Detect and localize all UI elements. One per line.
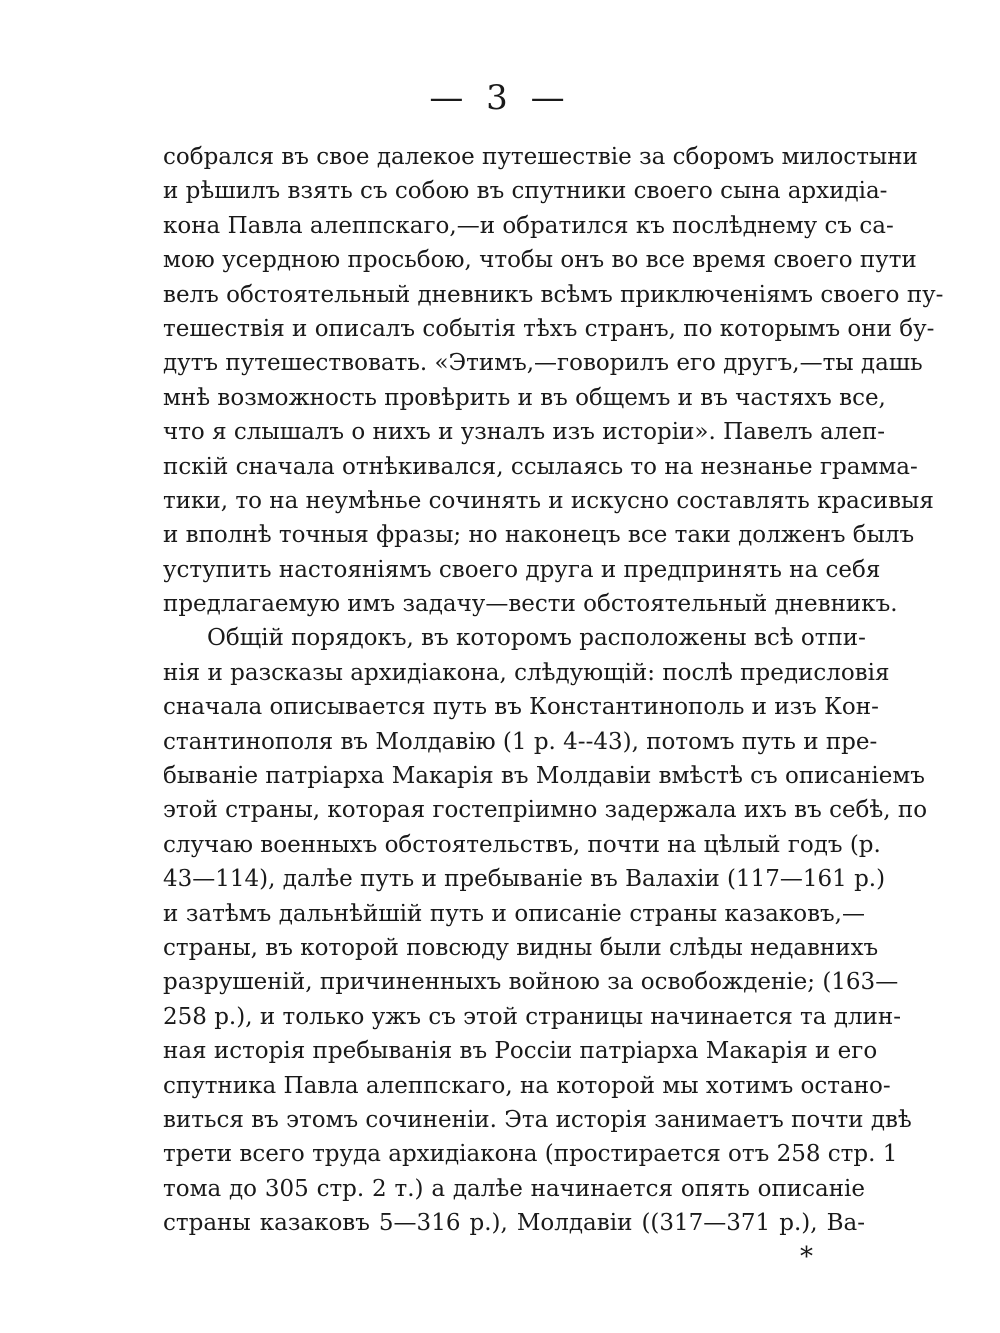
- text-line: виться въ этомъ сочиненіи. Эта исторія занимаетъ почти двѣ: [163, 1106, 912, 1133]
- text-line: спутника Павла алеппскаго, на которой мы хотимъ остано-: [163, 1072, 891, 1099]
- text-line: случаю военныхъ обстоятельствъ, почти на цѣлый годъ (р.: [163, 831, 881, 858]
- page-number: — 3 —: [429, 78, 571, 118]
- paragraph-1: [163, 140, 944, 621]
- text-line: и затѣмъ дальнѣйшій путь и описаніе страны казаковъ,—: [163, 900, 865, 927]
- signature-mark: *: [800, 1242, 813, 1272]
- text-line: страны, въ которой повсюду видны были слѣды недавнихъ: [163, 934, 879, 961]
- body-text: [163, 140, 944, 1241]
- text-line: бываніе патріарха Макарія въ Молдавіи вмѣстѣ съ описаніемъ: [163, 763, 925, 790]
- text-line: кона Павла алеппскаго,—и обратился къ послѣднему съ са-: [163, 212, 894, 239]
- text-line: и рѣшилъ взять съ собою въ спутники своего сына архидіа-: [163, 178, 888, 205]
- text-line: тома до 305 стр. 2 т.) а далѣе начинается опять описаніе: [163, 1175, 865, 1202]
- text-line: этой страны, которая гостепріимно задержала ихъ въ себѣ, по: [163, 797, 928, 824]
- text-line: собрался въ свое далекое путешествіе за сборомъ милостыни: [163, 144, 918, 170]
- text-line: и вполнѣ точныя фразы; но наконецъ все таки долженъ былъ: [163, 522, 915, 549]
- text-line: 43—114), далѣе путь и пребываніе въ Валахіи (117—161 р.): [163, 866, 886, 893]
- text-line: дутъ путешествовать. «Этимъ,—говорилъ его другъ,—ты дашь: [163, 350, 923, 377]
- text-line: предлагаемую имъ задачу—вести обстоятельный дневникъ.: [163, 591, 898, 618]
- text-line: что я слышалъ о нихъ и узналъ изъ исторіи». Павелъ алеп-: [163, 419, 886, 446]
- text-line: мнѣ возможность провѣрить и въ общемъ и въ частяхъ все,: [163, 384, 886, 411]
- text-line: нія и разсказы архидіакона, слѣдующій: послѣ предисловія: [163, 659, 890, 686]
- text-line: 258 р.), и только ужъ съ этой страницы начинается та длин-: [163, 1003, 901, 1030]
- text-line: пскій сначала отнѣкивался, ссылаясь то на незнанье грамма-: [163, 453, 918, 480]
- text-line: мою усердною просьбою, чтобы онъ во все время своего пути: [163, 247, 917, 274]
- text-line: трети всего труда архидіакона (простирается отъ 258 стр. 1: [163, 1141, 898, 1168]
- text-line: тики, то на неумѣнье сочинять и искусно составлять красивыя: [163, 487, 934, 514]
- text-line: разрушеній, причиненныхъ войною за освобожденіе; (163—: [163, 969, 899, 996]
- text-line: страны казаковъ 5—316 р.), Молдавіи ((317—371 р.), Ва-: [163, 1210, 865, 1237]
- paragraph-2: [163, 621, 928, 1240]
- text-line: стантинополя въ Молдавію (1 р. 4--43), потомъ путь и пре-: [163, 728, 878, 755]
- text-line: велъ обстоятельный дневникъ всѣмъ приключеніямъ своего пу-: [163, 281, 944, 308]
- text-line: уступить настояніямъ своего друга и предпринять на себя: [163, 556, 881, 583]
- text-line: Общій порядокъ, въ которомъ расположены всѣ отпи-: [207, 625, 866, 652]
- text-line: сначала описывается путь въ Константинополь и изъ Кон-: [163, 694, 879, 721]
- text-line: ная исторія пребыванія въ Россіи патріарха Макарія и его: [163, 1038, 878, 1065]
- text-line: тешествія и описалъ событія тѣхъ странъ, по которымъ они бу-: [163, 315, 935, 342]
